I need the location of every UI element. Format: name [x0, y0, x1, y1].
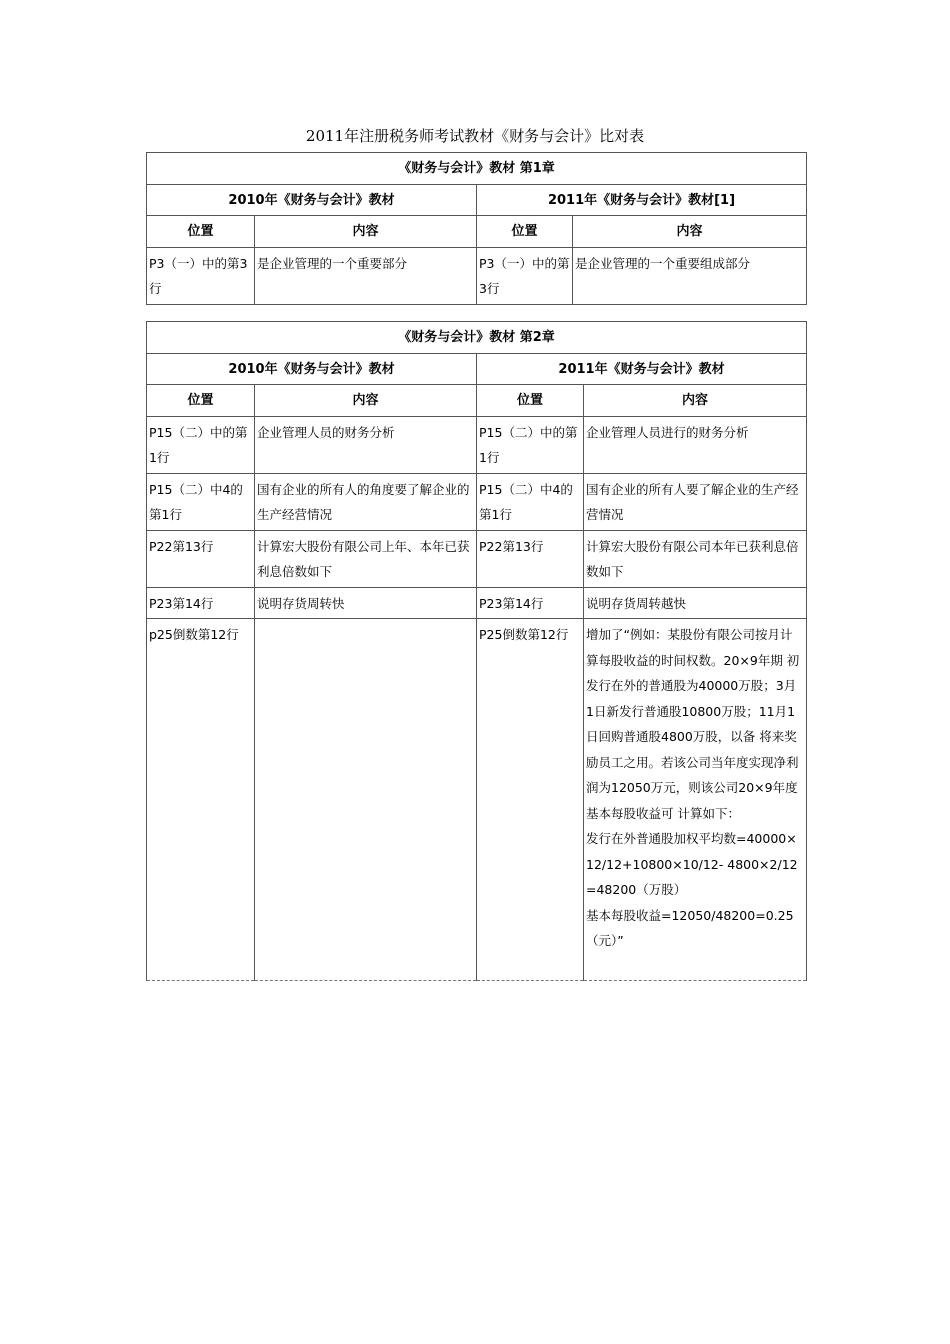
chapter-title: 《财务与会计》教材 第1章	[147, 153, 807, 185]
col-header-position-2011: 位置	[477, 385, 584, 417]
header-2011: 2011年《财务与会计》教材	[477, 353, 807, 385]
content-2011: 国有企业的所有人要了解企业的生产经营情况	[584, 473, 807, 530]
table-row	[147, 619, 807, 981]
content-2010: 是企业管理的一个重要部分	[255, 247, 477, 304]
position-2011: P15（二）中4的第1行	[477, 473, 584, 530]
position-2010: P15（二）中4的第1行	[147, 473, 255, 530]
comparison-table-chapter-1	[146, 152, 807, 305]
header-2010: 2010年《财务与会计》教材	[147, 184, 477, 216]
chapter-title: 《财务与会计》教材 第2章	[147, 322, 807, 354]
document-title: 2011年注册税务师考试教材《财务与会计》比对表	[305, 127, 645, 145]
header-2010: 2010年《财务与会计》教材	[147, 353, 477, 385]
comparison-table-chapter-2	[146, 321, 807, 981]
content-2011: 企业管理人员进行的财务分析	[584, 416, 807, 473]
position-2010: p25倒数第12行	[147, 619, 255, 981]
position-2010: P22第13行	[147, 530, 255, 587]
table-row	[147, 530, 807, 587]
col-header-content-2011: 内容	[573, 216, 807, 248]
content-2011: 增加了“例如：某股份有限公司按月计算每股收益的时间权数。20×9年期 初发行在外的普通股为40000万股；3月1日新发行普通股10800万股；11月1日回购普通股4800万股，以备 将来奖励员工之用。若该公司当年度实现净利润为12050万元，则该公司20×9年度基本每股收益可 计算如下： 发行在外普通股加权平均数=40000×12/12+10800×10/12- 4800×2/12=48200（万股） 基本每股收益=12050/48200=0.25（元）”	[584, 619, 807, 981]
position-2010: P3（一）中的第3行	[147, 247, 255, 304]
position-2011: P3（一）中的第3行	[477, 247, 573, 304]
content-2011: 是企业管理的一个重要组成部分	[573, 247, 807, 304]
position-2011: P23第14行	[477, 587, 584, 619]
content-2010: 国有企业的所有人的角度要了解企业的生产经营情况	[255, 473, 477, 530]
content-2010	[255, 619, 477, 981]
content-2010: 说明存货周转快	[255, 587, 477, 619]
position-2011: P15（二）中的第1行	[477, 416, 584, 473]
table-row	[147, 416, 807, 473]
table-row	[147, 587, 807, 619]
col-header-position-2011: 位置	[477, 216, 573, 248]
col-header-position-2010: 位置	[147, 385, 255, 417]
content-2010: 计算宏大股份有限公司上年、本年已获利息倍数如下	[255, 530, 477, 587]
position-2011: P22第13行	[477, 530, 584, 587]
table-row	[147, 473, 807, 530]
col-header-content-2011: 内容	[584, 385, 807, 417]
position-2011: P25倒数第12行	[477, 619, 584, 981]
col-header-content-2010: 内容	[255, 385, 477, 417]
position-2010: P15（二）中的第1行	[147, 416, 255, 473]
col-header-content-2010: 内容	[255, 216, 477, 248]
position-2010: P23第14行	[147, 587, 255, 619]
header-2011: 2011年《财务与会计》教材[1]	[477, 184, 807, 216]
content-2010: 企业管理人员的财务分析	[255, 416, 477, 473]
col-header-position-2010: 位置	[147, 216, 255, 248]
table-row	[147, 247, 807, 304]
content-2011: 计算宏大股份有限公司本年已获利息倍数如下	[584, 530, 807, 587]
content-2011: 说明存货周转越快	[584, 587, 807, 619]
